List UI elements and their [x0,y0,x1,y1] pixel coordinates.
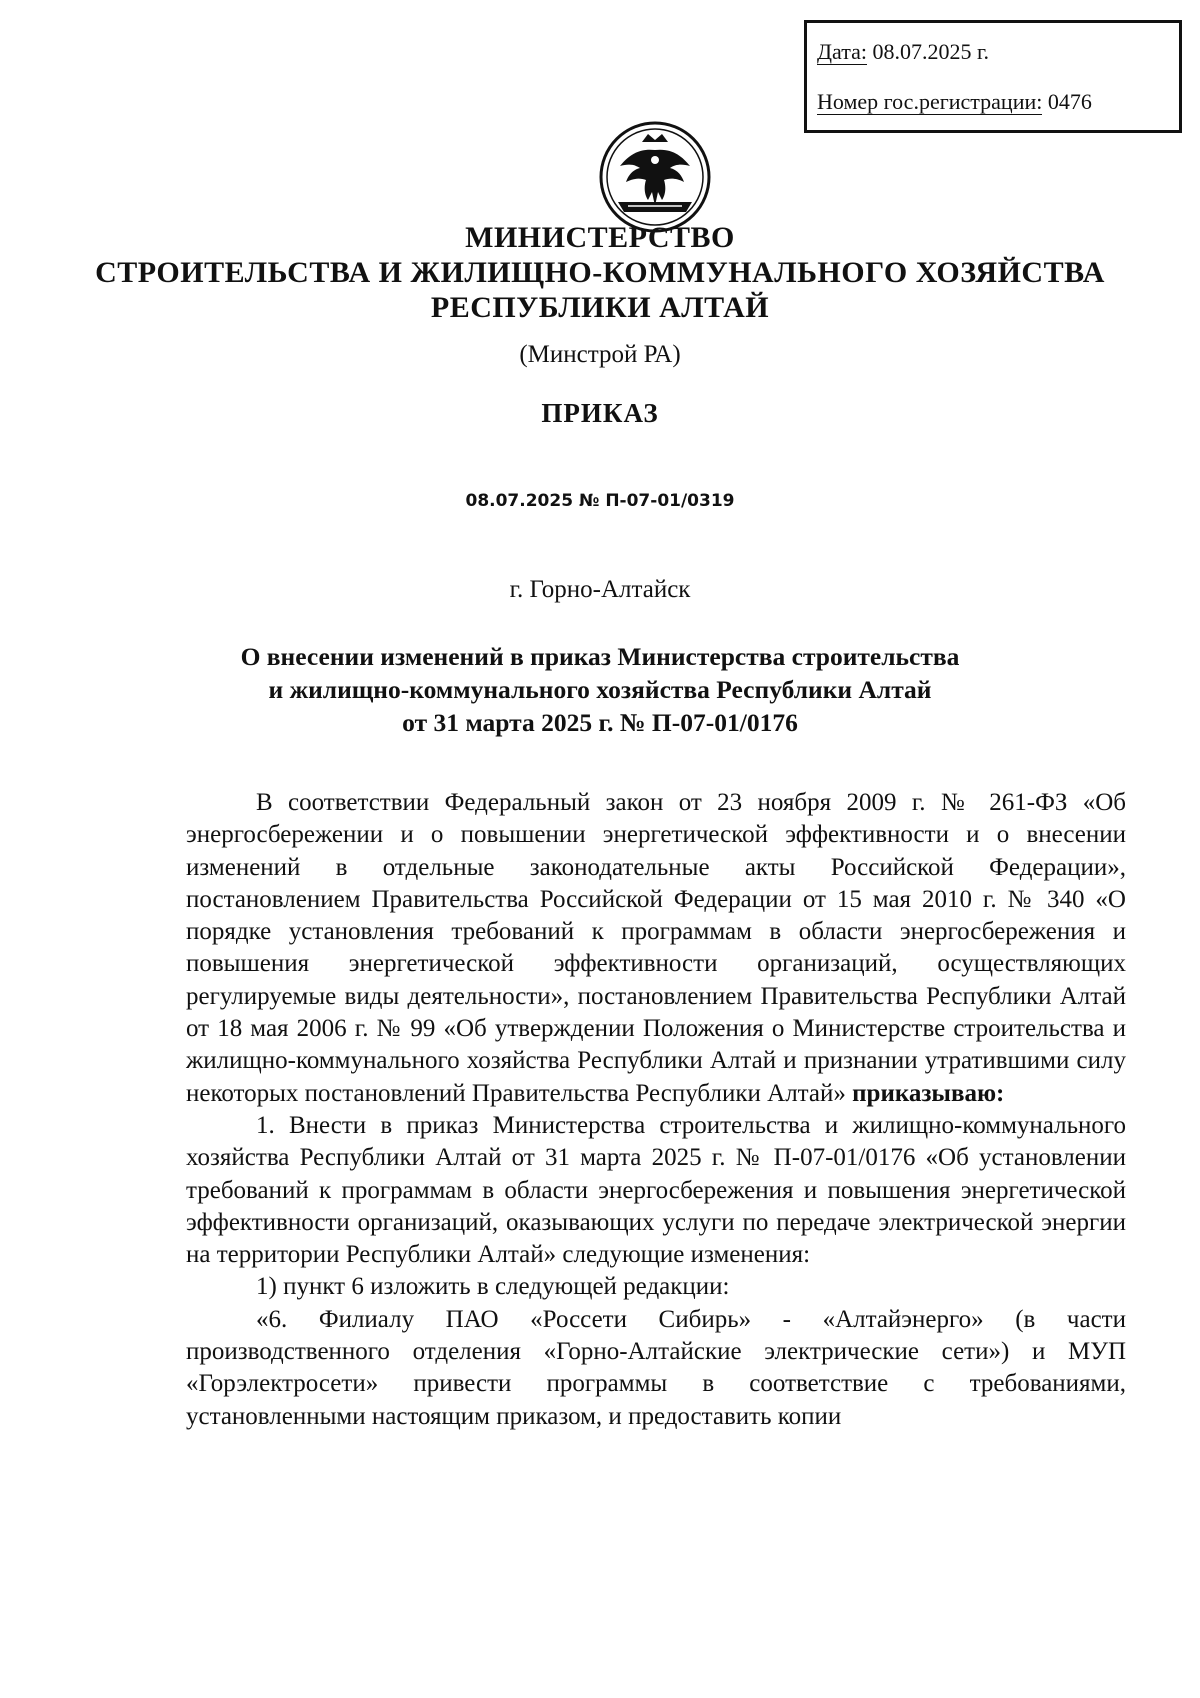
document-body [186,787,1126,1433]
ministry-name-line2: СТРОИТЕЛЬСТВА И ЖИЛИЩНО-КОММУНАЛЬНОГО ХОЗЯЙСТВА [95,256,1105,289]
registration-number [817,91,1179,113]
coat-of-arms-emblem [598,120,712,234]
body-paragraph-4: «6. Филиалу ПАО «Россети Сибирь» - «Алтайэнерго» (в части производственного отделения «Горно-Алтайские электрические сети») и МУП «Горэлектросети» привести программы в соответствие с требованиями, установленными настоящим приказом, и предоставить копии [186,1305,1126,1430]
document-type: ПРИКАЗ [541,398,659,428]
body-paragraph-3: 1) пункт 6 изложить в следующей редакции: [256,1273,730,1301]
order-keyword: приказываю: [852,1079,1005,1107]
ministry-short-name: (Минстрой РА) [519,341,681,368]
registration-number-label: Номер гос.регистрации: [817,89,1043,114]
document-city: г. Горно-Алтайск [509,576,691,603]
ministry-name-line1: МИНИСТЕРСТВО [465,221,735,254]
body-paragraph-1-text: В соответствии Федеральный закон от 23 ноября 2009 г. № 261-ФЗ «Об энергосбережении и о повышении энергетической эффективности и о внесении изменений в отдельные законодательные акты Российской Федерации», постановлением Правительства Российской Федерации от 15 мая 2010 г. № 340 «О порядке установления требований к программам в области энергосбережения и повышения энергетической эффективности организаций, осуществляющих регулируемые виды деятельности», постановлением Правительства Республики Алтай от 18 мая 2006 г. № 99 «Об утверждении Положения о Министерстве строительства и жилищно-коммунального хозяйства Республики Алтай и признании утратившими силу некоторых постановлений Правительства Республики Алтай» [186,789,1126,1107]
registration-number-value: 0476 [1047,89,1092,114]
subject-line2: и жилищно-коммунального хозяйства Республики Алтай [268,675,932,704]
ministry-name-line3: РЕСПУБЛИКИ АЛТАЙ [430,291,770,324]
body-paragraph-2: 1. Внести в приказ Министерства строительства и жилищно-коммунального хозяйства Республики Алтай от 31 марта 2025 г. № П-07-01/0176 «Об установлении требований к программам в области энергосбережения и повышения энергетической эффективности организаций, оказывающих услуги по передаче электрической энергии на территории Республики Алтай» следующие изменения: [186,1111,1126,1269]
document-number: 08.07.2025 № П-07-01/0319 [465,491,735,511]
subject-line3: от 31 марта 2025 г. № П-07-01/0176 [402,708,798,737]
registration-stamp [804,20,1182,133]
registration-date-value: 08.07.2025 г. [872,39,990,64]
registration-date-label: Дата: [817,39,867,64]
subject-line1: О внесении изменений в приказ Министерства строительства [240,642,960,671]
body-paragraph-1 [186,787,1126,1110]
registration-date [817,41,1179,63]
